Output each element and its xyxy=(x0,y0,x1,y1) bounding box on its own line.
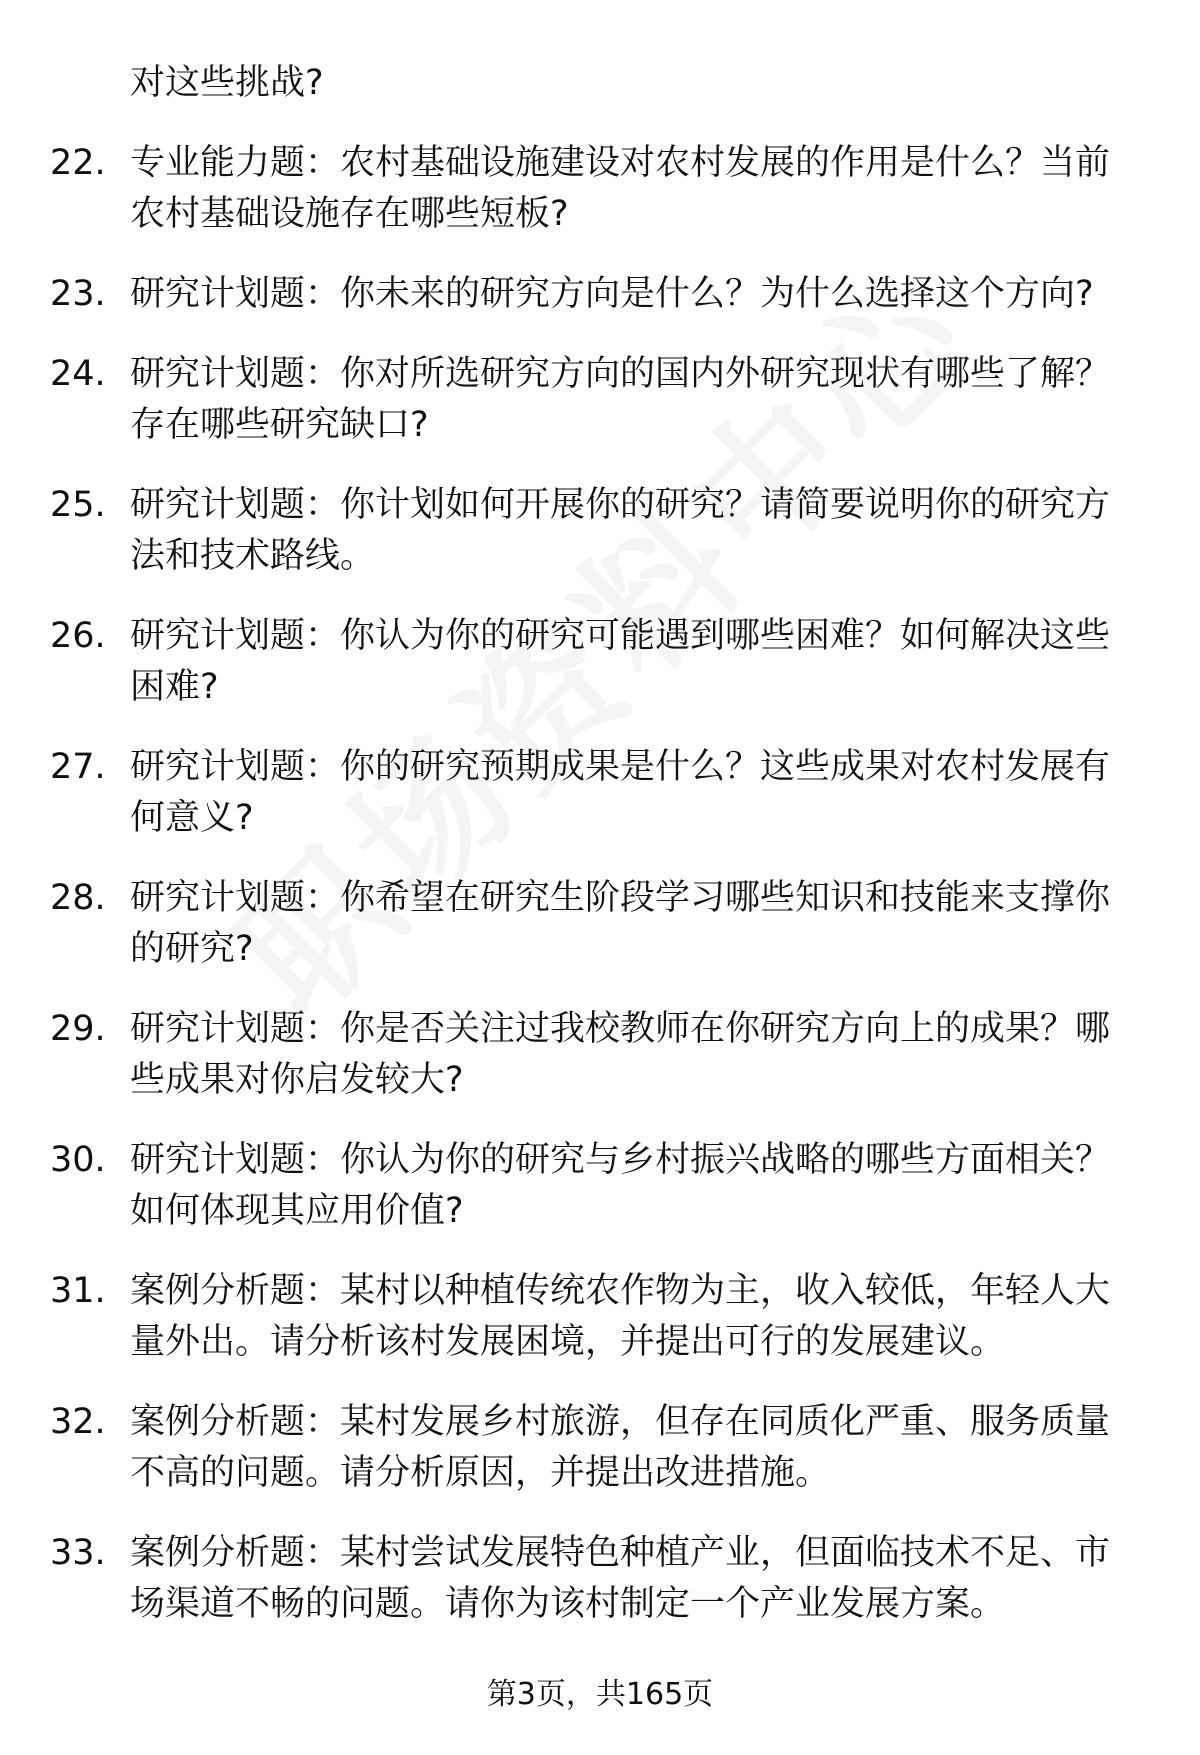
question-number: 29. xyxy=(50,1009,106,1049)
question-number: 28. xyxy=(50,878,106,918)
question-item xyxy=(50,1135,1140,1237)
question-number: 27. xyxy=(50,747,106,787)
question-number: 32. xyxy=(50,1402,106,1442)
question-text: 案例分析题：某村以种植传统农作物为主，收入较低，年轻人大量外出。请分析该村发展困境，并提出可行的发展建议。 xyxy=(130,1271,1111,1362)
question-text: 专业能力题：农村基础设施建设对农村发展的作用是什么？当前农村基础设施存在哪些短板? xyxy=(130,143,1111,234)
question-item xyxy=(50,742,1140,844)
question-item xyxy=(50,269,1140,320)
question-list xyxy=(50,58,1140,1659)
page-footer: 第3页，共165页 xyxy=(486,1677,714,1712)
question-item xyxy=(50,480,1140,582)
question-text: 研究计划题：你对所选研究方向的国内外研究现状有哪些了解？存在哪些研究缺口? xyxy=(130,354,1111,445)
question-number: 25. xyxy=(50,485,106,525)
question-number: 23. xyxy=(50,274,106,314)
question-number: 30. xyxy=(50,1140,106,1180)
question-item xyxy=(50,611,1140,713)
question-text: 研究计划题：你认为你的研究可能遇到哪些困难？如何解决这些困难? xyxy=(130,616,1111,707)
question-text: 研究计划题：你未来的研究方向是什么？为什么选择这个方向? xyxy=(130,274,1094,314)
question-number: 24. xyxy=(50,354,106,394)
question-continuation: 对这些挑战? xyxy=(130,63,324,103)
question-text: 案例分析题：某村尝试发展特色种植产业，但面临技术不足、市场渠道不畅的问题。请你为该村制定一个产业发展方案。 xyxy=(130,1533,1111,1624)
question-item xyxy=(50,1266,1140,1368)
question-item xyxy=(50,138,1140,240)
question-number: 33. xyxy=(50,1533,106,1573)
question-text: 研究计划题：你希望在研究生阶段学习哪些知识和技能来支撑你的研究? xyxy=(130,878,1111,969)
question-text: 研究计划题：你是否关注过我校教师在你研究方向上的成果？哪些成果对你启发较大? xyxy=(130,1009,1111,1100)
question-item xyxy=(50,1528,1140,1630)
question-item xyxy=(50,1004,1140,1106)
question-item xyxy=(50,873,1140,975)
question-number: 31. xyxy=(50,1271,106,1311)
question-text: 案例分析题：某村发展乡村旅游，但存在同质化严重、服务质量不高的问题。请分析原因，并提出改进措施。 xyxy=(130,1402,1111,1493)
question-number: 26. xyxy=(50,616,106,656)
question-item xyxy=(50,349,1140,451)
question-text: 研究计划题：你计划如何开展你的研究？请简要说明你的研究方法和技术路线。 xyxy=(130,485,1111,576)
question-text: 研究计划题：你认为你的研究与乡村振兴战略的哪些方面相关？如何体现其应用价值? xyxy=(130,1140,1111,1231)
question-item xyxy=(50,1397,1140,1499)
question-text: 研究计划题：你的研究预期成果是什么？这些成果对农村发展有何意义? xyxy=(130,747,1111,838)
question-number: 22. xyxy=(50,143,106,183)
